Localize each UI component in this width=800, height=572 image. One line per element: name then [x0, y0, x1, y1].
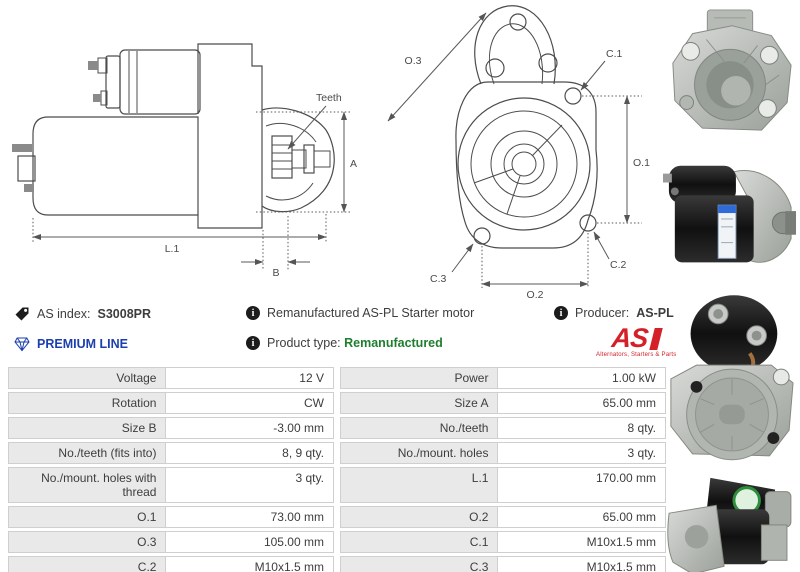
- as-logo-text: AS: [610, 323, 650, 353]
- spec-label: O.2: [340, 506, 498, 528]
- info-icon: i: [246, 306, 260, 320]
- table-row: [8, 417, 666, 439]
- spec-value: 3 qty.: [166, 467, 334, 503]
- spec-table: [8, 364, 666, 572]
- dim-label-c3: C.3: [430, 273, 447, 285]
- spec-label: No./mount. holes with thread: [8, 467, 166, 503]
- product-photo-column: [661, 4, 799, 572]
- spec-value: M10x1.5 mm: [498, 531, 666, 553]
- table-row: [8, 467, 666, 503]
- spec-label: Voltage: [8, 367, 166, 389]
- side-view-drawing: [0, 0, 360, 292]
- producer-value: AS-PL: [636, 306, 674, 320]
- technical-drawings: [0, 0, 662, 301]
- spec-label: Size B: [8, 417, 166, 439]
- producer: [554, 306, 674, 320]
- dim-label-b: B: [272, 267, 280, 279]
- spec-label: No./mount. holes: [340, 442, 498, 464]
- as-index: [14, 306, 151, 322]
- table-row: [8, 531, 666, 553]
- premium-line-badge: [14, 336, 128, 352]
- as-logo-tagline: Alternators, Starters & Parts: [596, 352, 677, 358]
- dim-label-c2: C.2: [610, 259, 627, 271]
- product-type: [246, 336, 443, 350]
- product-description: [246, 306, 474, 320]
- product-photo-flange[interactable]: [663, 4, 797, 142]
- product-type-label: Product type:: [267, 336, 341, 350]
- tag-icon: [14, 306, 30, 322]
- front-view-drawing: [358, 0, 662, 302]
- spec-value: M10x1.5 mm: [166, 556, 334, 572]
- spec-value: M10x1.5 mm: [498, 556, 666, 572]
- dim-label-o1: O.1: [633, 157, 650, 169]
- spec-value: 8 qty.: [498, 417, 666, 439]
- dim-label-c1: C.1: [606, 48, 623, 60]
- dim-label-l1: L.1: [164, 243, 180, 255]
- spec-label: C.2: [8, 556, 166, 572]
- spec-value: 73.00 mm: [166, 506, 334, 528]
- table-row: [8, 556, 666, 572]
- spec-label: Power: [340, 367, 498, 389]
- info-icon: i: [554, 306, 568, 320]
- spec-label: O.1: [8, 506, 166, 528]
- dim-label-o3: O.3: [404, 55, 422, 67]
- product-photo-side[interactable]: [663, 148, 797, 286]
- spec-value: 3 qty.: [498, 442, 666, 464]
- dim-label-a: A: [350, 158, 358, 170]
- spec-value: 170.00 mm: [498, 467, 666, 503]
- spec-value: 65.00 mm: [498, 392, 666, 414]
- product-description-text: Remanufactured AS-PL Starter motor: [267, 306, 475, 320]
- table-row: [8, 506, 666, 528]
- table-row: [8, 392, 666, 414]
- product-type-value: Remanufactured: [344, 336, 443, 350]
- diamond-icon: [14, 336, 30, 352]
- spec-label: L.1: [340, 467, 498, 503]
- spec-label: O.3: [8, 531, 166, 553]
- spec-value: 105.00 mm: [166, 531, 334, 553]
- spec-label: Rotation: [8, 392, 166, 414]
- producer-label: Producer:: [575, 306, 630, 320]
- spec-label: No./teeth: [340, 417, 498, 439]
- table-row: [8, 442, 666, 464]
- dim-label-o2: O.2: [526, 289, 544, 301]
- spec-value: -3.00 mm: [166, 417, 334, 439]
- product-photo-angled[interactable]: [663, 468, 797, 572]
- spec-value: 12 V: [166, 367, 334, 389]
- as-index-label: AS index:: [37, 307, 91, 321]
- spec-value: CW: [166, 392, 334, 414]
- product-info-bar: [14, 300, 794, 362]
- spec-label: Size A: [340, 392, 498, 414]
- info-icon: i: [246, 336, 260, 350]
- table-row: [8, 367, 666, 389]
- spec-value: 65.00 mm: [498, 506, 666, 528]
- as-pl-logo: [596, 323, 677, 358]
- spec-label: C.1: [340, 531, 498, 553]
- as-index-value: S3008PR: [97, 307, 152, 321]
- spec-value: 8, 9 qty.: [166, 442, 334, 464]
- spec-label: No./teeth (fits into): [8, 442, 166, 464]
- premium-line-label: PREMIUM LINE: [37, 337, 128, 351]
- teeth-label: Teeth: [316, 92, 342, 104]
- spec-label: C.3: [340, 556, 498, 572]
- as-logo-flag: [649, 328, 662, 350]
- spec-value: 1.00 kW: [498, 367, 666, 389]
